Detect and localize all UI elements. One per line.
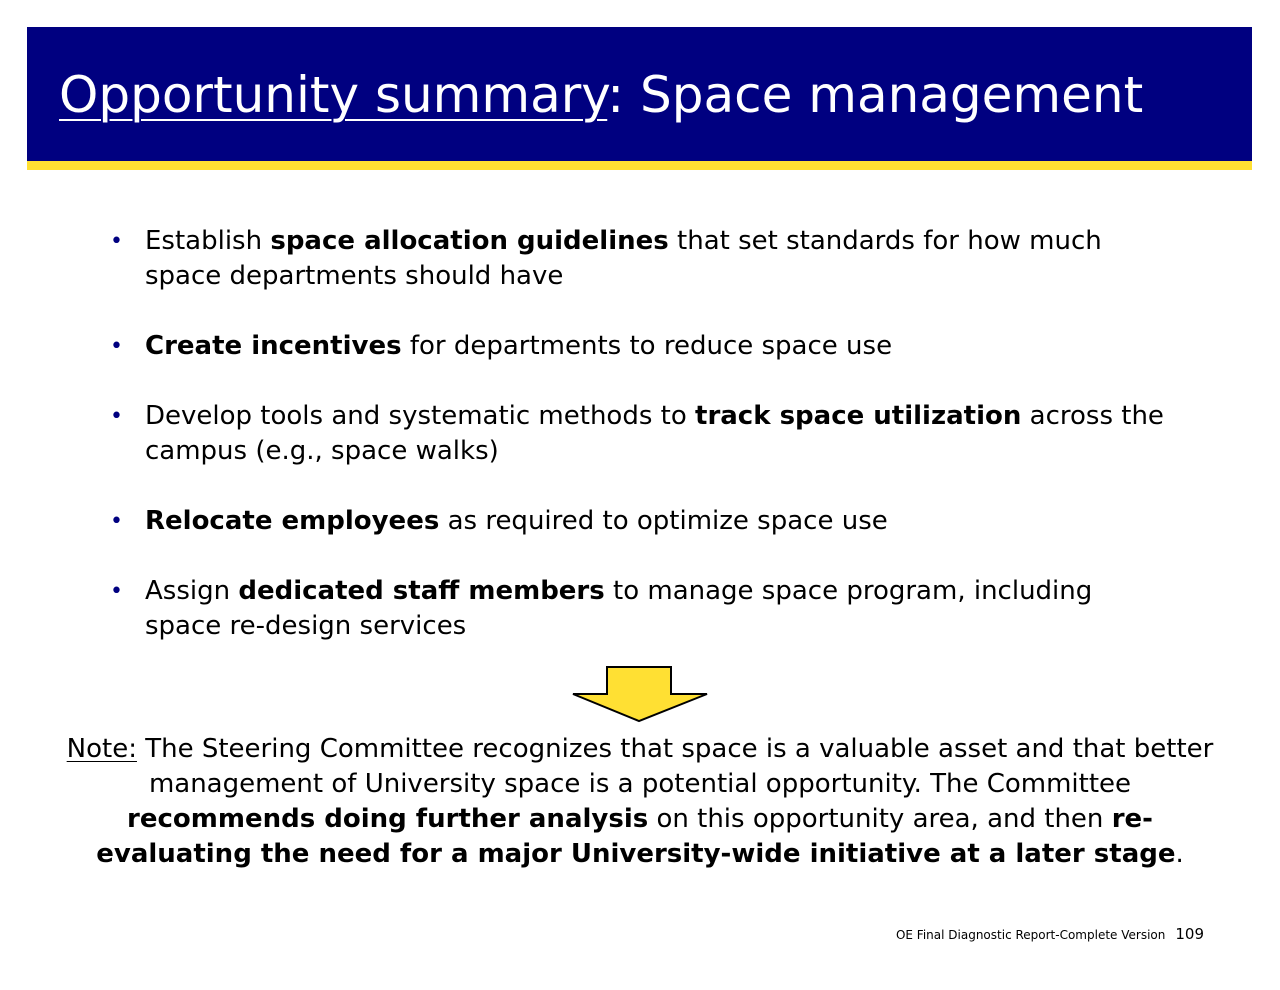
- bullet-text: for departments to reduce space use: [401, 331, 893, 361]
- title-rest: : Space management: [607, 66, 1144, 124]
- footer: [896, 924, 1204, 945]
- note-emphasis: re-evaluating the need for a major University-wide initiative at a later stage: [96, 804, 1176, 869]
- note-text: .: [1175, 839, 1184, 869]
- bullet-emphasis: dedicated staff members: [238, 576, 605, 606]
- note-emphasis: recommends doing further analysis: [127, 804, 649, 834]
- bullet-text: Develop tools and systematic methods to: [145, 401, 696, 431]
- note-paragraph: [60, 732, 1220, 872]
- footer-report-name: OE Final Diagnostic Report-Complete Version: [895, 928, 1166, 942]
- note-text: on this opportunity area, and then: [648, 804, 1112, 834]
- bullet-text: as required to optimize space use: [439, 506, 888, 536]
- bullet-text: to manage space program, including space re-design services: [145, 576, 1093, 641]
- down-arrow-icon: [571, 665, 709, 723]
- bullet-list: [110, 224, 1170, 679]
- header-rule: [27, 161, 1252, 170]
- bullet-emphasis: space allocation guidelines: [270, 226, 669, 256]
- bullet-text: that set standards for how much space departments should have: [145, 226, 1102, 291]
- title-underlined-part: Opportunity summary: [59, 66, 608, 124]
- bullet-text: across the campus (e.g., space walks): [145, 401, 1164, 466]
- bullet-item-track-utilization: [110, 399, 1170, 469]
- bullet-emphasis: track space utilization: [695, 401, 1022, 431]
- bullet-text: Assign: [145, 576, 239, 606]
- page-number: 109: [1175, 925, 1204, 943]
- note-text: The Steering Committee recognizes that space is a valuable asset and that better management of University space is a potential opportunity. The Committee: [136, 734, 1214, 799]
- bullet-emphasis: Create incentives: [145, 331, 402, 361]
- bullet-emphasis: Relocate employees: [145, 506, 440, 536]
- bullet-item-dedicated-staff: [110, 574, 1170, 644]
- bullet-item-incentives: [110, 329, 1170, 364]
- bullet-text: Establish: [145, 226, 271, 256]
- bullet-item-space-allocation: [110, 224, 1170, 294]
- note-label: Note:: [66, 734, 137, 764]
- bullet-item-relocate: [110, 504, 1170, 539]
- page-title: [59, 62, 1143, 128]
